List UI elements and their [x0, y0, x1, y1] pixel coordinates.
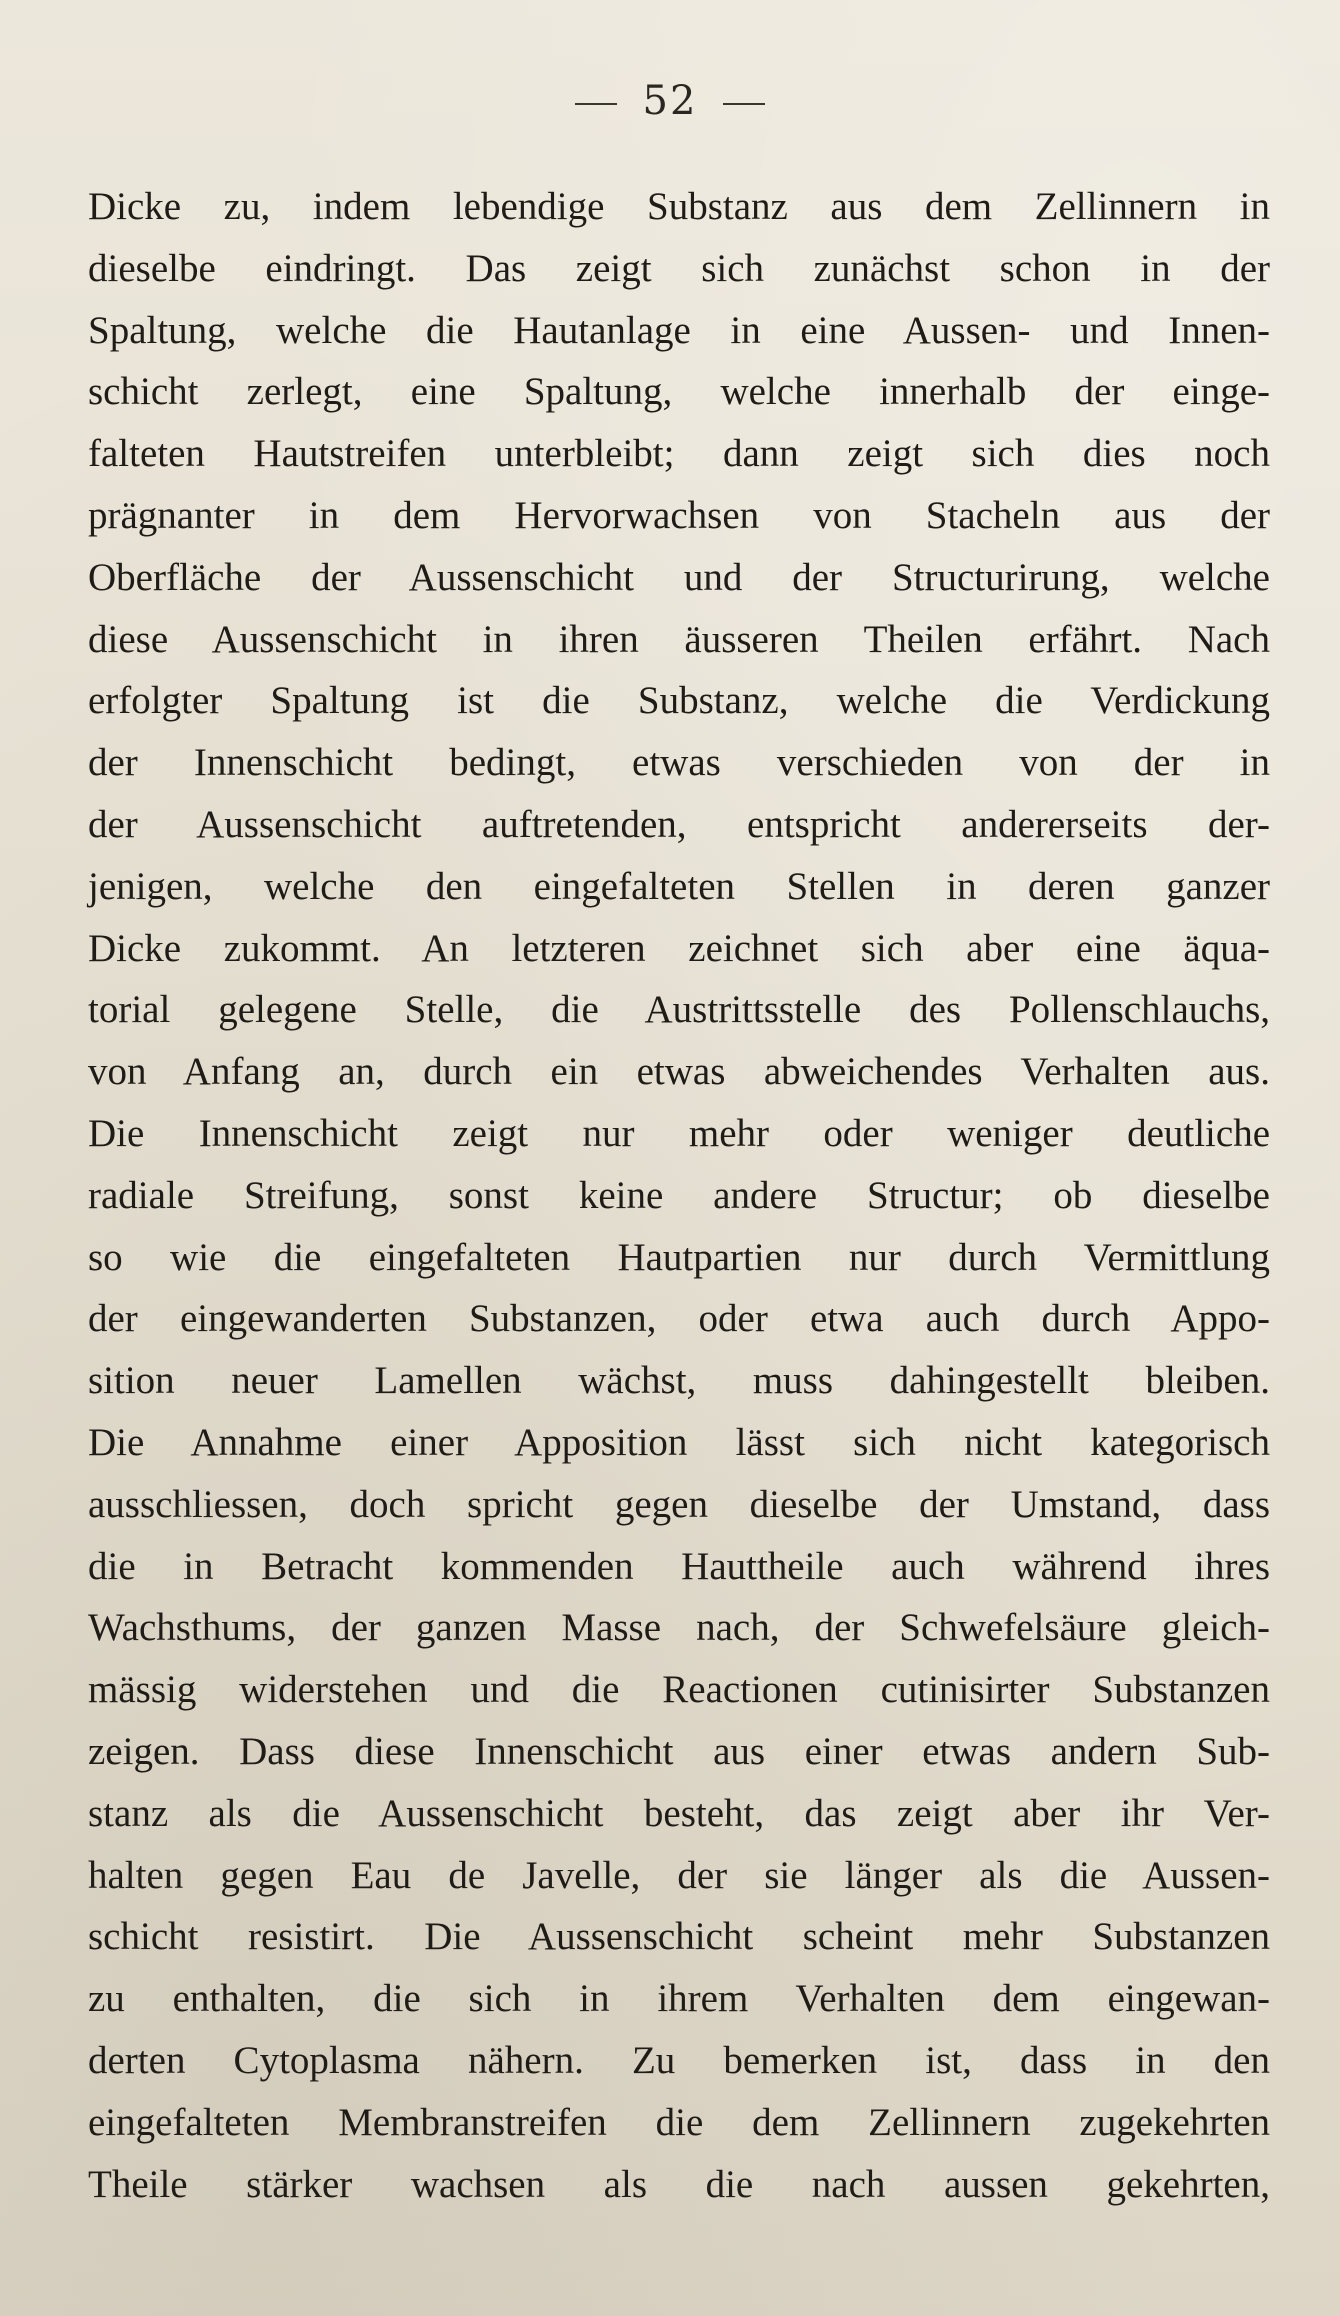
text-line: Theile stärker wachsen als die nach aussen gekehrten,: [88, 2162, 1270, 2206]
left-dash: [575, 103, 617, 105]
text-line: sition neuer Lamellen wächst, muss dahingestellt bleiben.: [88, 1359, 1270, 1403]
right-dash: [723, 103, 765, 105]
text-line: von Anfang an, durch ein etwas abweichendes Verhalten aus.: [88, 1050, 1270, 1094]
text-line: Dicke zu, indem lebendige Substanz aus dem Zellinnern in: [88, 185, 1270, 228]
text-line: schicht zerlegt, eine Spaltung, welche innerhalb der einge-: [88, 370, 1270, 414]
text-line: Die Innenschicht zeigt nur mehr oder weniger deutliche: [88, 1111, 1270, 1155]
page-number: 52: [642, 78, 698, 124]
text-line: ausschliessen, doch spricht gegen dieselbe der Umstand, dass: [88, 1482, 1270, 1526]
text-line: zeigen. Dass diese Innenschicht aus einer etwas andern Sub-: [88, 1729, 1270, 1773]
text-line: mässig widerstehen und die Reactionen cutinisirter Substanzen: [88, 1668, 1270, 1712]
text-line: Die Annahme einer Apposition lässt sich nicht kategorisch: [88, 1420, 1270, 1464]
text-line: schicht resistirt. Die Aussenschicht scheint mehr Substanzen: [88, 1915, 1270, 1959]
text-line: diese Aussenschicht in ihren äusseren Theilen erfährt. Nach: [88, 617, 1270, 661]
text-line: so wie die eingefalteten Hautpartien nur durch Vermittlung: [88, 1235, 1270, 1279]
text-line: halten gegen Eau de Javelle, der sie länger als die Aussen-: [88, 1853, 1270, 1897]
text-line: Wachsthums, der ganzen Masse nach, der Schwefelsäure gleich-: [88, 1606, 1270, 1650]
text-line: dieselbe eindringt. Das zeigt sich zunächst schon in der: [88, 246, 1270, 290]
text-line: derten Cytoplasma nähern. Zu bemerken ist, dass in den: [88, 2038, 1270, 2082]
text-line: der Aussenschicht auftretenden, entspricht andererseits der-: [88, 802, 1270, 846]
text-line: radiale Streifung, sonst keine andere Structur; ob dieselbe: [88, 1173, 1270, 1217]
text-line: torial gelegene Stelle, die Austrittsstelle des Pollenschlauchs,: [88, 988, 1270, 1032]
text-line: Dicke zukommt. An letzteren zeichnet sich aber eine äqua-: [88, 926, 1270, 970]
page-number-header: [0, 78, 1340, 124]
text-line: der eingewanderten Substanzen, oder etwa auch durch Appo-: [88, 1297, 1270, 1341]
text-line: Oberfläche der Aussenschicht und der Structurirung, welche: [88, 555, 1270, 599]
text-line: stanz als die Aussenschicht besteht, das zeigt aber ihr Ver-: [88, 1791, 1270, 1835]
text-line: die in Betracht kommenden Hauttheile auch während ihres: [88, 1544, 1270, 1588]
text-line: erfolgter Spaltung ist die Substanz, welche die Verdickung: [88, 679, 1270, 723]
text-line: eingefalteten Membranstreifen die dem Zellinnern zugekehrten: [88, 2100, 1270, 2144]
text-line: falteten Hautstreifen unterbleibt; dann zeigt sich dies noch: [88, 432, 1270, 476]
text-line: jenigen, welche den eingefalteten Stellen in deren ganzer: [88, 864, 1270, 908]
text-line: der Innenschicht bedingt, etwas verschieden von der in: [88, 741, 1270, 785]
text-line: Spaltung, welche die Hautanlage in eine Aussen- und Innen-: [88, 308, 1270, 352]
text-line: zu enthalten, die sich in ihrem Verhalten dem eingewan-: [88, 1977, 1270, 2021]
text-line: prägnanter in dem Hervorwachsen von Stacheln aus der: [88, 493, 1270, 537]
body-text: [88, 176, 1270, 2215]
